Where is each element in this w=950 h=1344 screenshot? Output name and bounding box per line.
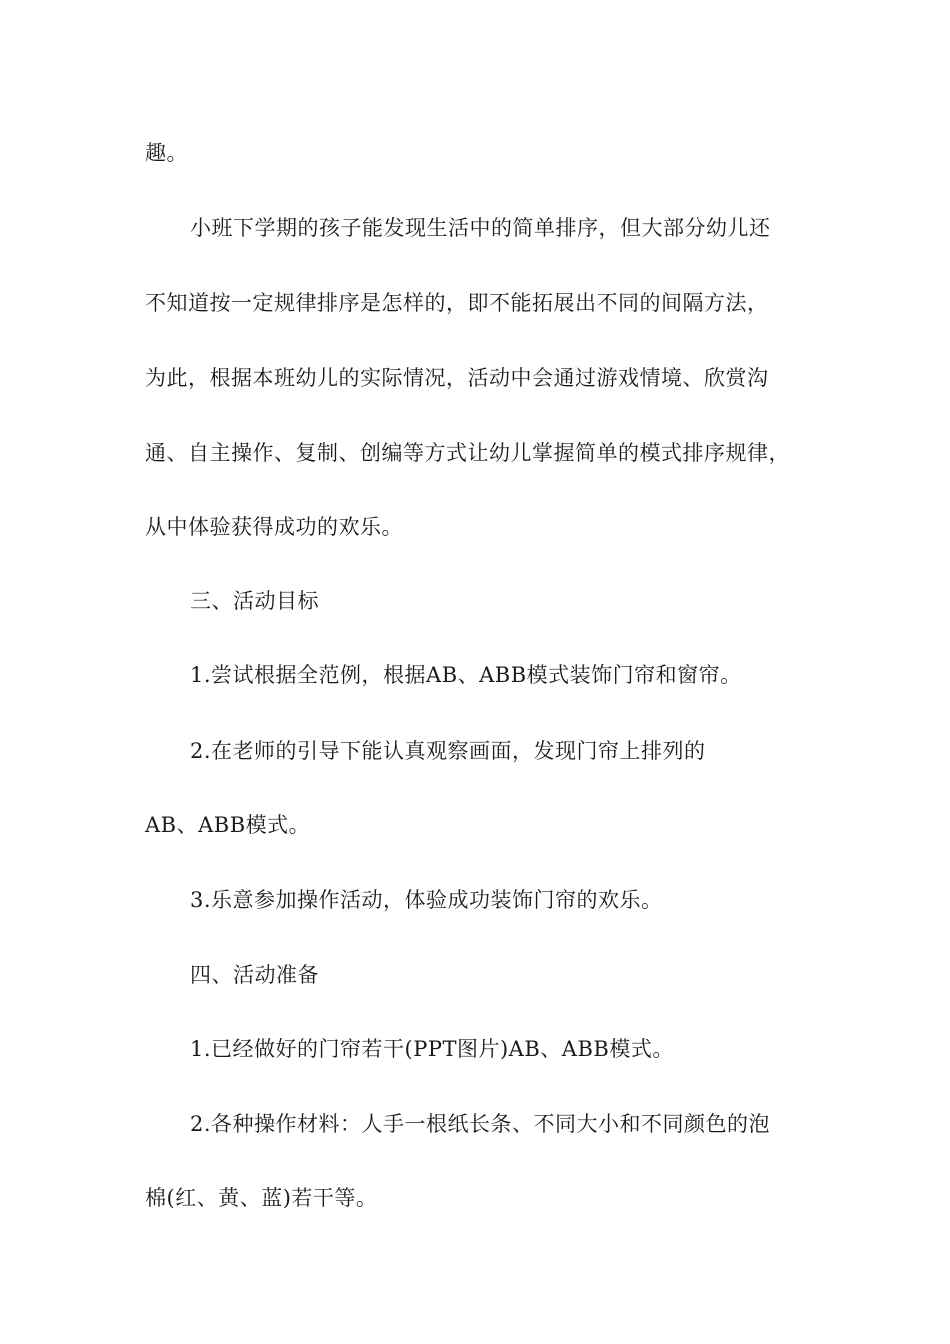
text-line: 通、自主操作、复制、创编等方式让幼儿掌握简单的模式排序规律，	[145, 441, 790, 465]
text-line: AB、ABB模式。	[145, 813, 311, 837]
text-line: 从中体验获得成功的欢乐。	[145, 515, 403, 539]
objective-item-2: 2.在老师的引导下能认真观察画面，发现门帘上排列的	[190, 739, 706, 763]
text-line: 棉(红、黄、蓝)若干等。	[145, 1186, 378, 1210]
section-heading-objectives: 三、活动目标	[190, 589, 319, 613]
preparation-item-1: 1.已经做好的门帘若干(PPT图片)AB、ABB模式。	[190, 1037, 674, 1061]
objective-item-3: 3.乐意参加操作活动，体验成功装饰门帘的欢乐。	[190, 888, 663, 912]
text-line: 为此，根据本班幼儿的实际情况，活动中会通过游戏情境、欣赏沟	[145, 366, 769, 390]
text-line: 不知道按一定规律排序是怎样的，即不能拓展出不同的间隔方法，	[145, 291, 769, 315]
preparation-item-2: 2.各种操作材料：人手一根纸长条、不同大小和不同颜色的泡	[190, 1112, 771, 1136]
paragraph-start: 小班下学期的孩子能发现生活中的简单排序，但大部分幼儿还	[190, 216, 771, 240]
objective-item-1: 1.尝试根据全范例，根据AB、ABB模式装饰门帘和窗帘。	[190, 663, 742, 687]
section-heading-preparation: 四、活动准备	[190, 963, 319, 987]
text-line: 趣。	[145, 141, 188, 165]
